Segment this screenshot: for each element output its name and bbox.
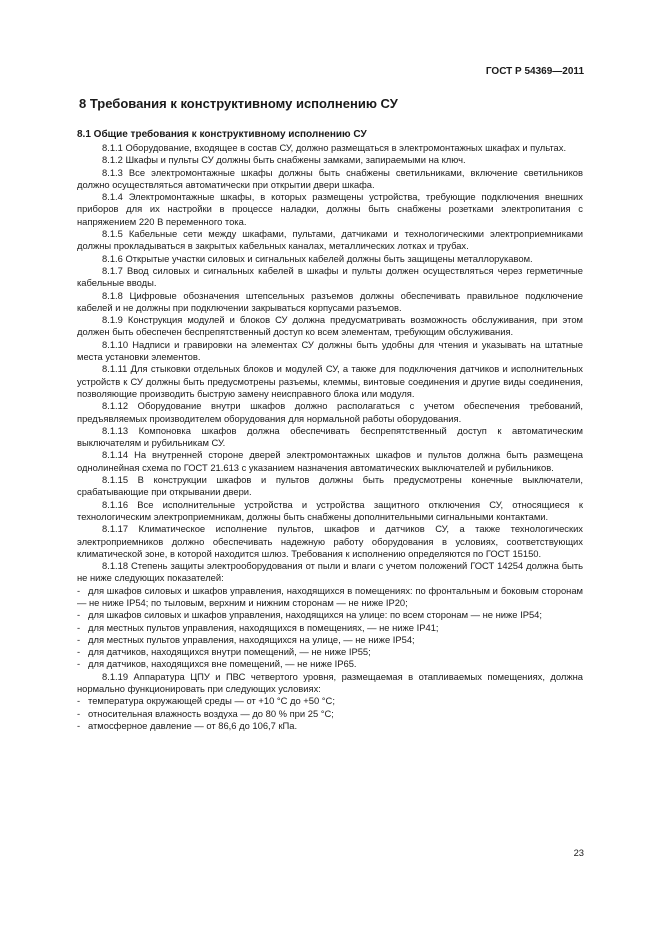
list-item: [77, 720, 583, 732]
list-item-text: атмосферное давление — от 86,6 до 106,7 кПа.: [88, 719, 298, 731]
paragraph: 8.1.16 Все исполнительные устройства и устройства защитного отключения СУ, относящиеся к технологическим электроприемникам, должны быть снабжены дополнительными сигнальными контактами.: [77, 498, 583, 522]
paragraph: 8.1.9 Конструкция модулей и блоков СУ должна предусматривать возможность обслуживания, при этом должен быть обеспечен беспрепятственный доступ ко всем элементам, требующим обслуживания.: [77, 314, 583, 338]
dash-bullet: -: [77, 609, 81, 621]
paragraph: 8.1.1 Оборудование, входящее в состав СУ, должно размещаться в электромонтажных шкафах и пультах.: [102, 142, 567, 153]
list-item-text: для датчиков, находящихся внутри помещений, — не ниже IP55;: [88, 646, 371, 658]
list-item: [77, 708, 583, 720]
paragraph: 8.1.3 Все электромонтажные шкафы должны быть снабжены светильниками, включение светильников должно осуществляться автоматически при открытии двери шкафа.: [77, 166, 583, 190]
dash-bullet: -: [77, 719, 81, 731]
paragraph: 8.1.10 Надписи и гравировки на элементах СУ должны быть удобны для чтения и указывать на штатные места установки элементов.: [77, 338, 583, 363]
list-item: [77, 695, 583, 707]
dash-bullet: -: [77, 621, 81, 633]
paragraph: 8.1.19 Аппаратура ЦПУ и ПВС четвертого уровня, размещаемая в отапливаемых помещениях, должна нормально функционировать при следующих условиях:: [77, 670, 583, 695]
dash-bullet: -: [77, 707, 81, 719]
paragraph: 8.1.15 В конструкции шкафов и пультов должны быть предусмотрены конечные выключатели, срабатывающие при открывании двери.: [77, 474, 583, 498]
document-body: [77, 142, 583, 732]
list-item-text: для местных пультов управления, находящихся в помещениях, — не ниже IP41;: [88, 621, 439, 633]
paragraph: 8.1.6 Открытые участки силовых и сигнальных кабелей должны быть защищены металлорукавом.: [102, 252, 533, 264]
dash-bullet: -: [77, 695, 81, 707]
list-item-text: относительная влажность воздуха — до 80 % при 25 °С;: [88, 707, 334, 719]
paragraph: 8.1.11 Для стыковки отдельных блоков и модулей СУ, а также для подключения датчиков и исполнительных устройств к СУ должны быть предусмотрены разъемы, клеммы, винтовые соединения и другие виды соединения, позволяющие производить быструю замену неисправного блока или модуля.: [77, 363, 583, 399]
paragraph: 8.1.17 Климатическое исполнение пультов, шкафов и датчиков СУ, а также технологических электроприемников должно обеспечивать надежную работу оборудования в условиях, соответствующих климатической зоне, в которой находится шлюз. Требования к исполнению определяются по ГОСТ 15150.: [77, 523, 583, 559]
list-item: [77, 609, 583, 621]
list-item-text: для датчиков, находящихся вне помещений, — не ниже IP65.: [88, 658, 357, 670]
paragraph: 8.1.7 Ввод силовых и сигнальных кабелей в шкафы и пульты должен осуществляться через герметичные кабельные вводы.: [77, 264, 583, 289]
paragraph: 8.1.18 Степень защиты электрооборудования от пыли и влаги с учетом положений ГОСТ 14254 должна быть не ниже следующих показателей:: [77, 560, 583, 584]
paragraph: 8.1.12 Оборудование внутри шкафов должно располагаться с учетом обеспечения требований, предъявляемых производителем оборудования для нормальной работы оборудования.: [77, 400, 583, 424]
paragraph: 8.1.4 Электромонтажные шкафы, в которых размещены устройства, требующие подключения внешних приборов для их настройки в процессе наладки, должны быть снабжены розетками электропитания с напряжением 220 В переменного тока.: [77, 191, 583, 227]
list-item-text: для шкафов силовых и шкафов управления, находящихся на улице: по всем сторонам — не ниже IP54;: [88, 609, 542, 621]
list-item: [77, 646, 583, 658]
list-item: [77, 658, 583, 670]
paragraph: 8.1.13 Компоновка шкафов должна обеспечивать беспрепятственный доступ к автоматическим выключателям и рубильникам СУ.: [77, 424, 583, 449]
paragraph: 8.1.2 Шкафы и пульты СУ должны быть снабжены замками, запираемыми на ключ.: [102, 154, 466, 166]
document-header: ГОСТ Р 54369—2011: [485, 66, 584, 77]
dash-bullet: -: [77, 584, 81, 596]
list-item: [77, 585, 583, 610]
list-item: [77, 622, 583, 634]
paragraph: 8.1.14 На внутренней стороне дверей электромонтажных шкафов и пультов должна быть размещена однолинейная схема по ГОСТ 21.613 с указанием назначения автоматических выключателей и рубильников.: [77, 449, 583, 473]
dash-bullet: -: [77, 658, 81, 670]
dash-bullet: -: [77, 633, 81, 645]
list-item-text: для местных пультов управления, находящихся на улице, — не ниже IP54;: [88, 633, 415, 645]
paragraph: 8.1.8 Цифровые обозначения штепсельных разъемов должны обеспечивать правильное подключение кабелей и не должны при подключении закрываться корпусами разъемов.: [77, 289, 583, 313]
paragraph: 8.1.5 Кабельные сети между шкафами, пультами, датчиками и технологическими электроприемниками должны прокладываться в закрытых кабельных каналах, металлических лотках и трубах.: [77, 228, 583, 252]
subsection-title: 8.1 Общие требования к конструктивному исполнению СУ: [77, 129, 367, 140]
page-number: 23: [573, 847, 584, 858]
list-item: [77, 634, 583, 646]
section-title: 8 Требования к конструктивному исполнению СУ: [79, 96, 398, 111]
list-item-text: температура окружающей среды — от +10 °С до +50 °С;: [88, 695, 335, 707]
list-item-text: для шкафов силовых и шкафов управления, находящихся в помещениях: по фронтальным и боковым сторонам — не ниже IP54; по тыловым, верхним и нижним сторонам — не ниже IP20;: [77, 584, 583, 608]
dash-bullet: -: [77, 646, 81, 658]
